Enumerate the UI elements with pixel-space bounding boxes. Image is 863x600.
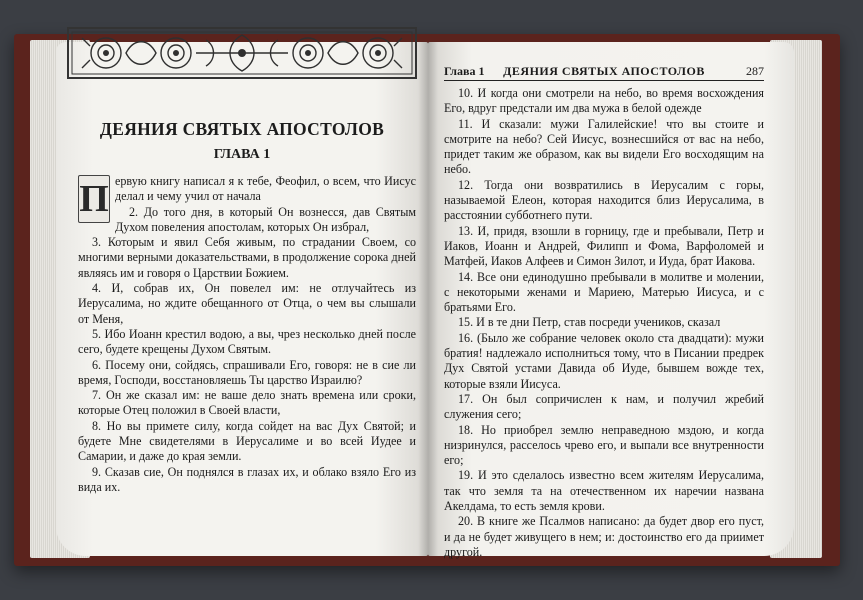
verse: 2. До того дня, в который Он вознесся, дав Святым Духом повеления апостолам, которых Он избрал,: [115, 204, 416, 234]
ornament-header-icon: [66, 26, 418, 80]
running-head-chapter: Глава 1: [444, 64, 485, 78]
running-head: [444, 62, 764, 81]
verse: 17. Он был сопричислен к нам, и получил жребий служения сего;: [444, 391, 764, 422]
book-title: ДЕЯНИЯ СВЯТЫХ АПОСТОЛОВ: [99, 119, 385, 139]
verse: 14. Все они единодушно пребывали в молитве и молении, с некоторыми женами и Мариею, Матерью Иисуса, и с братьями Его.: [444, 269, 764, 315]
verse: 15. И в те дни Петр, став посреди учеников, сказал: [458, 315, 721, 330]
verse: 19. И это сделалось известно всем жителям Иерусалима, так что земля та на отечественном их наречии названа Акелдама, то есть земля крови.: [444, 468, 764, 514]
verse: 13. И, придя, взошли в горницу, где и пребывали, Петр и Иаков, Иоанн и Андрей, Филипп и Фома, Варфоломей и Матфей, Иаков Алфеев и Симон Зилот, и Иуда, брат Иакова.: [444, 223, 764, 269]
verse: 7. Он же сказал им: не ваше дело знать времена или сроки, которые Отец положил в Своей власти,: [78, 388, 416, 418]
verse: 10. И когда они смотрели на небо, во время восхождения Его, вдруг предстали им два мужа в белой одежде: [444, 86, 764, 116]
verse: 11. И сказали: мужи Галилейские! что вы стоите и смотрите на небо? Сей Иисус, вознесшийся от вас на небо, придет таким же образом, как вы видели Его восходящим на небо.: [444, 116, 764, 177]
verse: 4. И, собрав их, Он повелел им: не отлучайтесь из Иерусалима, но ждите обещанного от Отца, о чем вы слышали от Меня,: [78, 281, 416, 326]
left-text-column: [78, 174, 416, 495]
dropcap-letter: П: [78, 175, 110, 223]
verse: 8. Но вы примете силу, когда сойдет на вас Дух Святой; и будете Мне свидетелями в Иерусалиме и во всей Иудее и Самарии, и даже до края земли.: [78, 418, 416, 464]
running-head-title: ДЕЯНИЯ СВЯТЫХ АПОСТОЛОВ: [503, 64, 705, 78]
right-text-column: [444, 86, 764, 560]
page-number: 287: [746, 64, 764, 78]
verse: 9. Сказав сие, Он поднялся в глазах их, и облако взяло Его из вида их.: [78, 464, 416, 494]
verse: 3. Которым и явил Себя живым, по страдании Своем, со многими верными доказательствами, в продолжение сорока дней являясь им и говоря о Царствии Божием.: [78, 235, 416, 280]
chapter-title: ГЛАВА 1: [213, 147, 271, 162]
verse: 6. Посему они, сойдясь, спрашивали Его, говоря: не в сие ли время, Господи, восстановляешь Ты царство Израилю?: [78, 357, 416, 387]
verse: 18. Но приобрел землю неправедною мздою, и когда низринулся, расселось чрево его, и выпали все внутренности его;: [444, 422, 764, 468]
verse: 12. Тогда они возвратились в Иерусалим с горы, называемой Елеон, которая находится близ Иерусалима, в расстоянии субботнего пути.: [444, 177, 764, 223]
verse-text: ервую книгу написал я к тебе, Феофил, о всем, что Иисус делал и чему учил от начала: [115, 174, 416, 204]
verse: 5. Ибо Иоанн крестил водою, а вы, чрез несколько дней после сего, будете крещены Духом Святым.: [78, 326, 416, 357]
verse: 20. В книге же Псалмов написано: да будет двор его пуст, и да не будет живущего в нем; и: достоинство его да приимет другой.: [444, 514, 764, 559]
verse: 16. (Было же собрание человек около ста двадцати): мужи братия! надлежало исполниться тому, что в Писании предрек Дух Святой устами Давида об Иуде, бывшем вожде тех, которые взяли Иисуса.: [444, 330, 764, 391]
